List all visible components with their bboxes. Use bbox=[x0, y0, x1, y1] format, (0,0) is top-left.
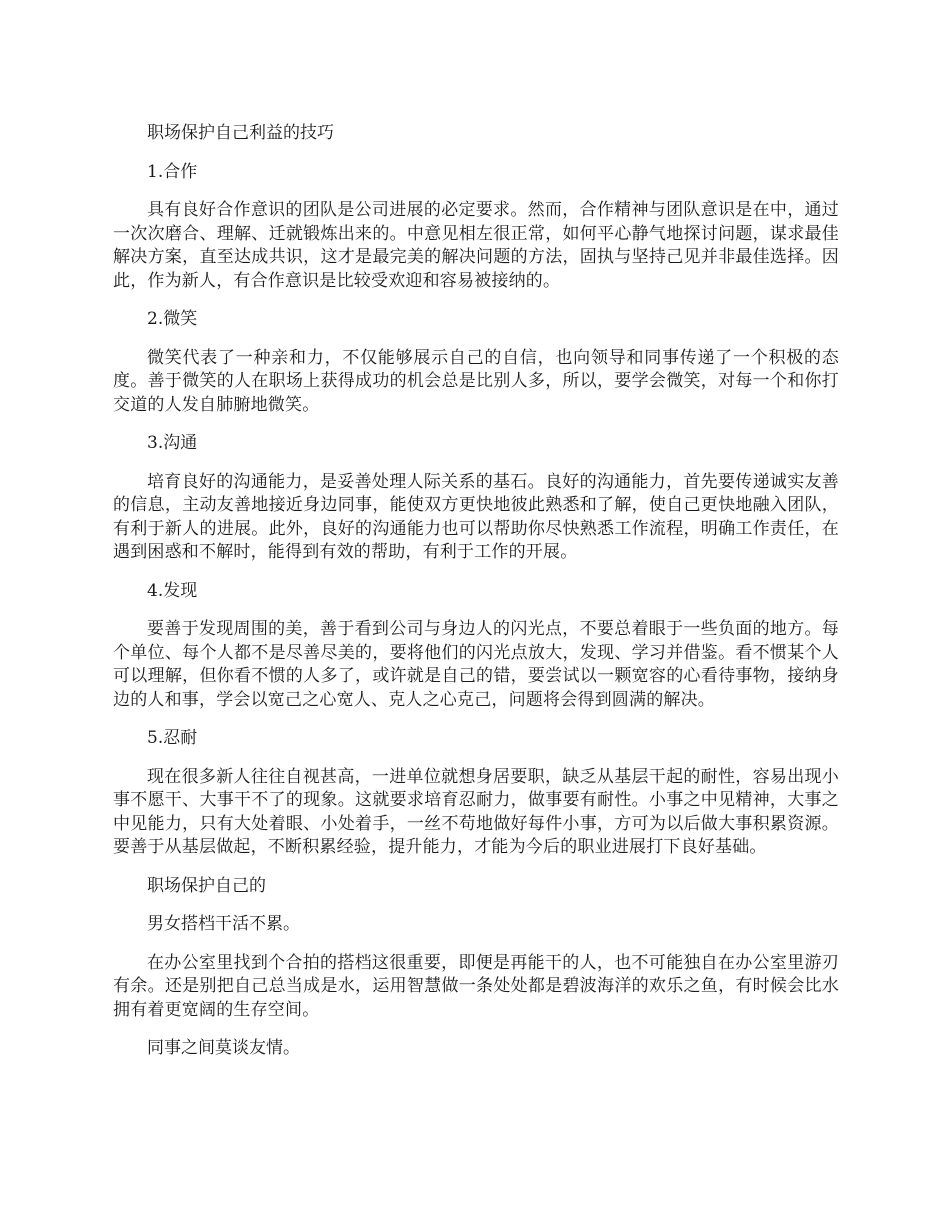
section-heading-cooperation: 1.合作 bbox=[147, 161, 198, 182]
section-body-communication: 培育良好的沟通能力，是妥善处理人际关系的基石。良好的沟通能力，首先要传递诚实友善的信息，主动友善地接近身边同事，能使双方更快地彼此熟悉和了解，使自己更快地融入团队，有利于新人的进展。此外，良好的沟通能力也可以帮助你尽快熟悉工作流程，明确工作责任，在遇到困惑和不解时，能得到有效的帮助，有利于工作的开展。 bbox=[113, 471, 839, 562]
section-heading-patience: 5.忍耐 bbox=[147, 728, 198, 748]
tip-body-partner: 在办公室里找到个合拍的搭档这很重要，即便是再能干的人，也不可能独自在办公室里游刃有余。还是别把自己总当成是水，运用智慧做一条处处都是碧波海洋的欢乐之鱼，有时候会比水拥有着更宽阔的生存空间。 bbox=[113, 952, 839, 1020]
section-body-patience: 现在很多新人往往自视甚高，一进单位就想身居要职，缺乏从基层干起的耐性，容易出现小事不愿干、大事干不了的现象。这就要求培育忍耐力，做事要有耐性。小事之中见精神，大事之中见能力，只有大处着眼、小处着手，一丝不苟地做好每件小事，方可为以后做大事积累资源。要善于从基层做起，不断积累经验，提升能力，才能为今后的职业进展打下良好基础。 bbox=[113, 766, 839, 857]
section-body-discover: 要善于发现周围的美，善于看到公司与身边人的闪光点，不要总着眼于一些负面的地方。每个单位、每个人都不是尽善尽美的，要将他们的闪光点放大，发现、学习并借鉴。看不惯某个人可以理解，但你看不惯的人多了，或许就是自己的错，要尝试以一颗宽容的心看待事物，接纳身边的人和事，学会以宽己之心宽人、克人之心克己，问题将会得到圆满的解决。 bbox=[113, 619, 839, 710]
section-body-smile: 微笑代表了一种亲和力，不仅能够展示自己的自信，也向领导和同事传递了一个积极的态度。善于微笑的人在职场上获得成功的机会总是比别人多，所以，要学会微笑，对每一个和你打交道的人发自肺腑地微笑。 bbox=[113, 347, 839, 415]
section-heading-smile: 2.微笑 bbox=[147, 309, 198, 329]
section-heading-communication: 3.沟通 bbox=[147, 433, 198, 453]
tip-heading-friendship: 同事之间莫谈友情。 bbox=[147, 1038, 300, 1058]
section-heading-discover: 4.发现 bbox=[147, 580, 198, 601]
subtitle: 职场保护自己的 bbox=[147, 875, 266, 896]
tip-heading-partner: 男女搭档干活不累。 bbox=[147, 914, 300, 934]
document-title: 职场保护自己利益的技巧 bbox=[147, 123, 334, 143]
section-body-cooperation: 具有良好合作意识的团队是公司进展的必定要求。然而，合作精神与团队意识是在中，通过一次次磨合、理解、迁就锻炼出来的。中意见相左很正常，如何平心静气地探讨问题，谋求最佳解决方案，直至达成共识，这才是最完美的解决问题的方法，固执与坚持己见并非最佳选择。因此，作为新人，有合作意识是比较受欢迎和容易被接纳的。 bbox=[113, 200, 839, 291]
document-page bbox=[113, 122, 839, 1061]
